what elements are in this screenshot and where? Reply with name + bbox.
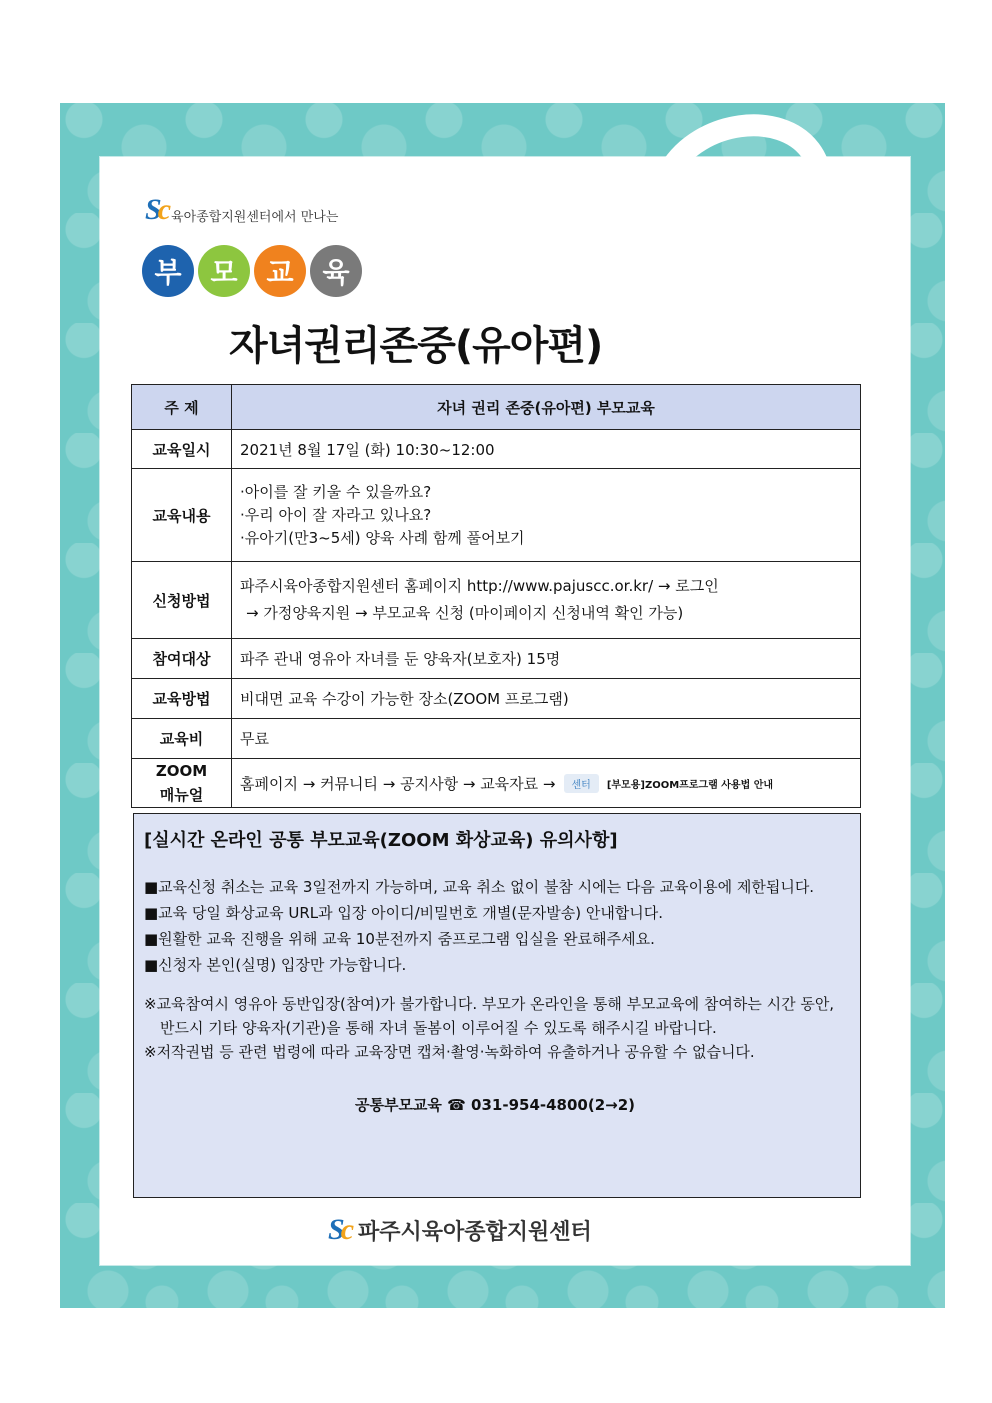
center-name: 파주시육아종합지원센터 bbox=[358, 1219, 592, 1245]
center-logo-top bbox=[145, 193, 338, 227]
content-value bbox=[232, 469, 861, 562]
zoom-label bbox=[132, 759, 232, 808]
notice-bullet: ■원활한 교육 진행을 위해 교육 10분전까지 줌프로그램 입실을 완료해주세요. bbox=[144, 930, 655, 948]
table-row bbox=[132, 679, 861, 719]
table-row bbox=[132, 469, 861, 562]
content-line: ·아이를 잘 키울 수 있을까요? bbox=[240, 482, 432, 501]
zoom-value bbox=[232, 759, 861, 808]
info-table bbox=[131, 384, 861, 808]
notice-bullet: ■교육신청 취소는 교육 3일전까지 가능하며, 교육 취소 없이 불참 시에는 다음 교육이용에 제한됩니다. bbox=[144, 878, 815, 896]
notice-box bbox=[133, 813, 861, 1198]
content-label: 교육내용 bbox=[132, 469, 232, 562]
table-row bbox=[132, 759, 861, 808]
spacer bbox=[144, 978, 846, 992]
fee-value: 무료 bbox=[232, 719, 861, 759]
date-label: 교육일시 bbox=[132, 430, 232, 469]
center-logo-bottom bbox=[328, 1213, 592, 1247]
zoom-path: 홈페이지 → 커뮤니티 → 공지사항 → 교육자료 → bbox=[240, 774, 556, 793]
topic-label: 주 제 bbox=[132, 385, 232, 430]
logo-tagline: 육아종합지원센터에서 만나는 bbox=[171, 209, 339, 225]
topic-value: 자녀 권리 존중(유아편) 부모교육 bbox=[232, 385, 861, 430]
apply-value bbox=[232, 562, 861, 639]
method-label: 교육방법 bbox=[132, 679, 232, 719]
content-line: ·우리 아이 잘 자라고 있나요? bbox=[240, 505, 432, 524]
notice-bullet: ■신청자 본인(실명) 입장만 가능합니다. bbox=[144, 956, 407, 974]
table-row bbox=[132, 562, 861, 639]
ribbon-decoration bbox=[640, 110, 920, 340]
date-value: 2021년 8월 17일 (화) 10:30~12:00 bbox=[232, 430, 861, 469]
zoom-label-line: ZOOM bbox=[155, 762, 208, 780]
table-row bbox=[132, 430, 861, 469]
center-tag: 센터 bbox=[564, 774, 599, 793]
apply-line: 파주시육아종합지원센터 홈페이지 http://www.pajuscc.or.kr/ → 로그인 bbox=[240, 577, 719, 595]
center-logo-icon: Sc bbox=[145, 193, 168, 226]
notice-heading: [실시간 온라인 공통 부모교육(ZOOM 화상교육) 유의사항] bbox=[144, 830, 618, 851]
notice-note: ※교육참여시 영유아 동반입장(참여)가 불가합니다. 부모가 온라인을 통해 부모교육에 참여하는 시간 동안, 반드시 기타 양육자(기관)을 통해 자녀 돌봄이 이루어질 수 있도록 해주시길 바랍니다. bbox=[144, 995, 835, 1037]
content-line: ·유아기(만3~5세) 양육 사례 함께 풀어보기 bbox=[240, 528, 525, 547]
badge-mo: 모 bbox=[198, 245, 250, 297]
notice-bullet: ■교육 당일 화상교육 URL과 입장 아이디/비밀번호 개별(문자발송) 안내합니다. bbox=[144, 904, 664, 922]
badge-bu: 부 bbox=[142, 245, 194, 297]
table-row bbox=[132, 639, 861, 679]
target-value: 파주 관내 영유아 자녀를 둔 양육자(보호자) 15명 bbox=[232, 639, 861, 679]
zoom-label-line: 매뉴얼 bbox=[159, 786, 204, 804]
badge-yuk: 육 bbox=[310, 245, 362, 297]
target-label: 참여대상 bbox=[132, 639, 232, 679]
center-logo-icon: Sc bbox=[328, 1213, 351, 1246]
fee-label: 교육비 bbox=[132, 719, 232, 759]
contact-line: 공통부모교육 ☎ 031-954-4800(2→2) bbox=[354, 1096, 636, 1114]
apply-line: → 가정양육지원 → 부모교육 신청 (마이페이지 신청내역 확인 가능) bbox=[246, 604, 684, 622]
zoom-doc-link[interactable]: [부모용]ZOOM프로그램 사용법 안내 bbox=[606, 779, 774, 791]
table-row bbox=[132, 385, 861, 430]
table-row bbox=[132, 719, 861, 759]
zoom-manual-path bbox=[240, 773, 852, 794]
parent-education-badges bbox=[142, 245, 362, 297]
apply-label: 신청방법 bbox=[132, 562, 232, 639]
method-value: 비대면 교육 수강이 가능한 장소(ZOOM 프로그램) bbox=[232, 679, 861, 719]
page-title: 자녀권리존중(유아편) bbox=[229, 323, 603, 369]
badge-gyo: 교 bbox=[254, 245, 306, 297]
notice-note: ※저작권법 등 관련 법령에 따라 교육장면 캡쳐·촬영·녹화하여 유출하거나 공유할 수 없습니다. bbox=[144, 1043, 755, 1061]
